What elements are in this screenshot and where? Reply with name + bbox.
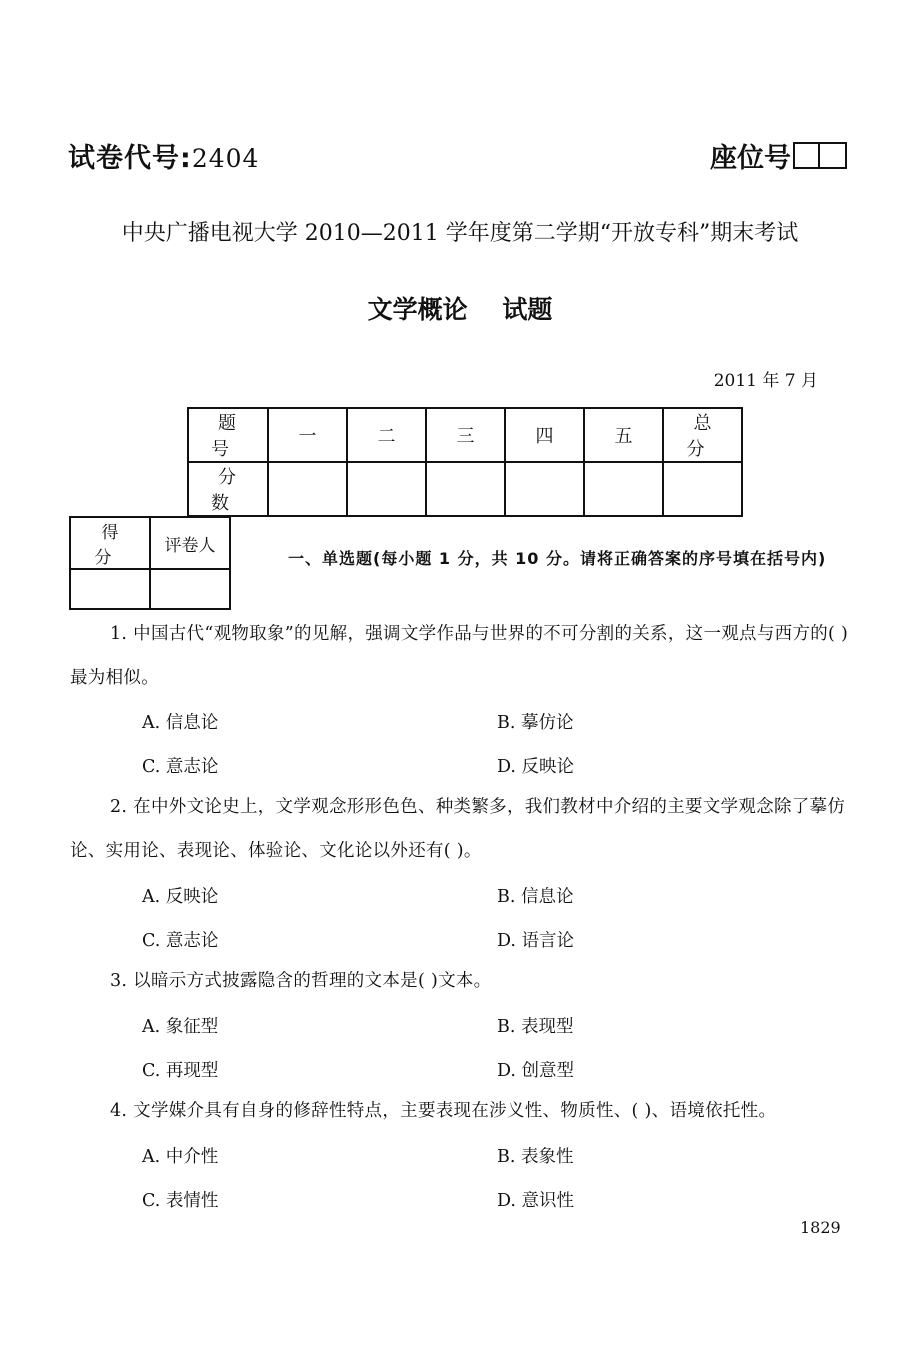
question-1-option-b: B. 摹仿论 bbox=[497, 713, 574, 733]
question-3-option-b: B. 表现型 bbox=[497, 1017, 574, 1037]
grader-score-label: 得 分 bbox=[70, 517, 150, 569]
score-row-label: 分 数 bbox=[188, 462, 268, 516]
question-3: 3. 以暗示方式披露隐含的哲理的文本是( )文本。 bbox=[110, 971, 492, 991]
score-table-header-cell: 五 bbox=[584, 408, 663, 462]
question-3-option-a: A. 象征型 bbox=[142, 1017, 219, 1037]
score-table bbox=[187, 407, 743, 517]
question-4-option-b: B. 表象性 bbox=[497, 1147, 574, 1167]
seat-number bbox=[710, 136, 847, 175]
question-2-option-c: C. 意志论 bbox=[142, 931, 219, 951]
score-cell bbox=[426, 462, 505, 516]
question-1-option-d: D. 反映论 bbox=[497, 757, 575, 777]
score-table-header-cell: 二 bbox=[347, 408, 426, 462]
score-cell bbox=[663, 462, 742, 516]
question-3-option-c: C. 再现型 bbox=[142, 1061, 219, 1081]
question-2: 2. 在中外文论史上，文学观念形形色色、种类繁多，我们教材中介绍的主要文学观念除了摹仿论、实用论、表现论、体验论、文化论以外还有( )。 bbox=[70, 797, 846, 861]
question-2-option-b: B. 信息论 bbox=[497, 887, 574, 907]
score-table-score-row bbox=[188, 462, 742, 516]
seat-box bbox=[793, 142, 820, 169]
score-table-header-cell: 三 bbox=[426, 408, 505, 462]
subject-title: 文学概论 试题 bbox=[367, 295, 553, 324]
question-1-option-a: A. 信息论 bbox=[142, 713, 219, 733]
question-1-option-c: C. 意志论 bbox=[142, 757, 219, 777]
question-4-option-d: D. 意识性 bbox=[497, 1191, 575, 1211]
university-line: 中央广播电视大学 2010—2011 学年度第二学期“开放专科”期末考试 bbox=[121, 221, 799, 246]
seat-number-boxes bbox=[793, 142, 847, 169]
question-2-option-a: A. 反映论 bbox=[142, 887, 219, 907]
page-number: 1829 bbox=[800, 1218, 841, 1237]
grader-table bbox=[69, 516, 231, 610]
score-table-header-cell: 一 bbox=[268, 408, 347, 462]
grader-table-header-row bbox=[70, 517, 230, 569]
exam-code-label: 试卷代号: bbox=[68, 143, 192, 174]
score-cell bbox=[505, 462, 584, 516]
question-3-option-d: D. 创意型 bbox=[497, 1061, 575, 1081]
grader-name-label: 评卷人 bbox=[150, 517, 230, 569]
section-title: 一、单选题(每小题 1 分，共 10 分。请将正确答案的序号填在括号内) bbox=[288, 549, 827, 568]
score-cell bbox=[347, 462, 426, 516]
exam-date: 2011 年 7 月 bbox=[713, 371, 818, 391]
score-table-header-cell: 总 分 bbox=[663, 408, 742, 462]
question-4-option-a: A. 中介性 bbox=[142, 1147, 219, 1167]
score-cell bbox=[268, 462, 347, 516]
grader-table-body-row bbox=[70, 569, 230, 609]
exam-code-number: 2404 bbox=[191, 144, 260, 173]
score-table-header-row bbox=[188, 408, 742, 462]
score-table-header-cell: 题 号 bbox=[188, 408, 268, 462]
seat-box bbox=[820, 142, 847, 169]
question-1: 1. 中国古代“观物取象”的见解，强调文学作品与世界的不可分割的关系，这一观点与西方的( )最为相似。 bbox=[70, 624, 849, 688]
score-table-header-cell: 四 bbox=[505, 408, 584, 462]
grader-name-cell bbox=[150, 569, 230, 609]
seat-number-label: 座位号 bbox=[710, 143, 791, 174]
question-2-option-d: D. 语言论 bbox=[497, 931, 575, 951]
question-4: 4. 文学媒介具有自身的修辞性特点，主要表现在涉义性、物质性、( )、语境依托性。 bbox=[110, 1101, 777, 1121]
question-4-option-c: C. 表情性 bbox=[142, 1191, 219, 1211]
exam-code bbox=[68, 136, 259, 175]
score-cell bbox=[584, 462, 663, 516]
grader-score-cell bbox=[70, 569, 150, 609]
